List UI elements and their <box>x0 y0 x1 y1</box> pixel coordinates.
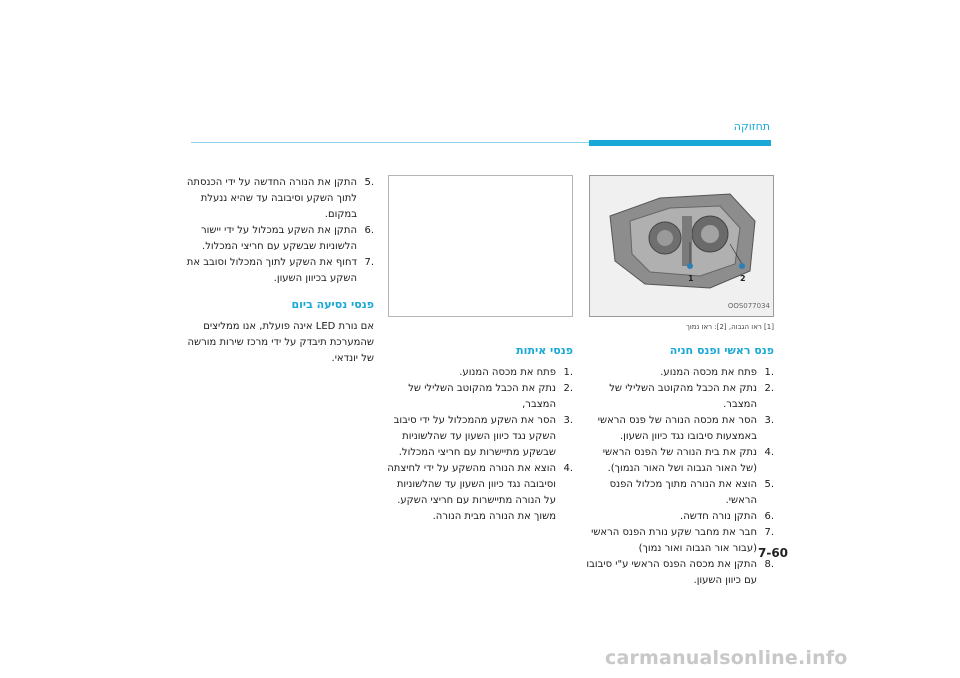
header-rule <box>191 142 589 143</box>
step-text: הסר את השקע מהמכלול על ידי סיבוב השקע נגד כיוון השעון עד שהלשוניות שבשקע מתיישרות עם חריצי המכלול. <box>393 415 556 458</box>
step-number: .5 <box>764 479 774 490</box>
step-text: התקן את הנורה החדשה על ידי הכנסתה לתוך השקע וסיבובה עד שהיא ננעלת במקום. <box>186 177 357 220</box>
headlamp-illustration <box>590 176 773 316</box>
list-item <box>586 477 774 509</box>
step-number: .2 <box>764 383 774 394</box>
turn-signal-steps-list <box>386 365 573 525</box>
step-text: פתח את מכסה המנוע. <box>459 367 556 378</box>
right-column <box>586 175 774 589</box>
step-text: נתק את בית הנורה של הפנס הראשי (של האור הגבוה ושל האור הנמוך). <box>602 447 757 474</box>
step-number: .7 <box>364 257 374 268</box>
watermark: carmanualsonline.info <box>605 647 848 669</box>
list-item <box>586 365 774 381</box>
list-item <box>186 223 374 255</box>
list-item <box>586 381 774 413</box>
section-title-daytime-lights: פנסי נסיעה ביום <box>291 298 374 311</box>
header-accent-bar <box>589 140 771 146</box>
step-number: .1 <box>764 367 774 378</box>
step-text: חבר את מחבר שקע נורת הפנס הראשי (עבור אור הגבוה ואור נמוך) <box>591 527 757 554</box>
turn-signal-steps-continued-list <box>186 175 374 287</box>
page-header-title: תחזוקה <box>733 120 770 133</box>
page-number: 7-60 <box>758 546 789 560</box>
list-item <box>186 255 374 287</box>
step-number: .6 <box>764 511 774 522</box>
step-number: .5 <box>364 177 374 188</box>
step-number: .4 <box>563 463 573 474</box>
figure-code: OOS077034 <box>727 302 770 310</box>
turn-signal-figure-placeholder <box>388 175 573 317</box>
step-number: .8 <box>764 559 774 570</box>
step-number: .1 <box>563 367 573 378</box>
caption-spacer <box>386 319 573 333</box>
step-number: .3 <box>563 415 573 426</box>
step-text: התקן את השקע במכלול על ידי יישור הלשוניות שבשקע עם חריצי המכלול. <box>201 225 357 252</box>
list-item <box>386 461 573 525</box>
list-item <box>386 413 573 461</box>
left-column <box>186 175 374 367</box>
step-text: דחוף את השקע לתוך המכלול וסובב את השקע בכיוון השעון. <box>186 257 357 284</box>
list-item <box>386 365 573 381</box>
list-item <box>386 381 573 413</box>
step-text: התקן את מכסה הפנס הראשי ע"י סיבובו עם כיוון השעון. <box>586 559 757 586</box>
step-text: התקן נורה חדשה. <box>680 511 757 522</box>
list-item <box>586 557 774 589</box>
list-item <box>586 445 774 477</box>
step-number: .6 <box>364 225 374 236</box>
step-text: הוצא את הנורה מתוך מכלול הפנס הראשי. <box>609 479 757 506</box>
step-text: הסר את מכסה הנורה של פנס הראשי באמצעות סיבובו נגד כיוון השעון. <box>597 415 757 442</box>
step-number: .2 <box>563 383 573 394</box>
section-title-headlamp: פנס ראשי ופנס חניה <box>669 344 774 357</box>
list-item <box>586 413 774 445</box>
daytime-lights-paragraph: אם נורת LED אינה פועלת, אנו ממליצים שהמערכת תיבדק על ידי מרכז שירות מורשה של יונדאי. <box>187 321 374 364</box>
step-number: .3 <box>764 415 774 426</box>
step-number: .4 <box>764 447 774 458</box>
headlamp-figure <box>589 175 774 317</box>
callout-1: 1 <box>688 274 694 283</box>
section-title-turn-signals: פנסי איתות <box>516 344 573 357</box>
list-item <box>586 525 774 557</box>
list-item <box>186 175 374 223</box>
headlamp-steps-list <box>586 365 774 589</box>
step-text: פתח את מכסה המנוע. <box>660 367 757 378</box>
step-text: נתק את הכבל מהקוטב השלילי של המצבר. <box>609 383 757 410</box>
callout-2: 2 <box>740 274 746 283</box>
step-text: הוצא את הנורה מהשקע על ידי לחיצתה וסיבובה נגד כיוון השעון עד שהלשוניות על הנורה מתיישרות עם חריצי השקע. משוך את הנורה מבית הנורה. <box>387 463 556 522</box>
step-text: נתק את הכבל מהקוטב השלילי של המצבר, <box>408 383 556 410</box>
figure-caption: [1] ראו הגבוה, [2]: ראו נמוך <box>686 323 774 331</box>
list-item <box>586 509 774 525</box>
middle-column <box>386 175 573 525</box>
step-number: .7 <box>764 527 774 538</box>
